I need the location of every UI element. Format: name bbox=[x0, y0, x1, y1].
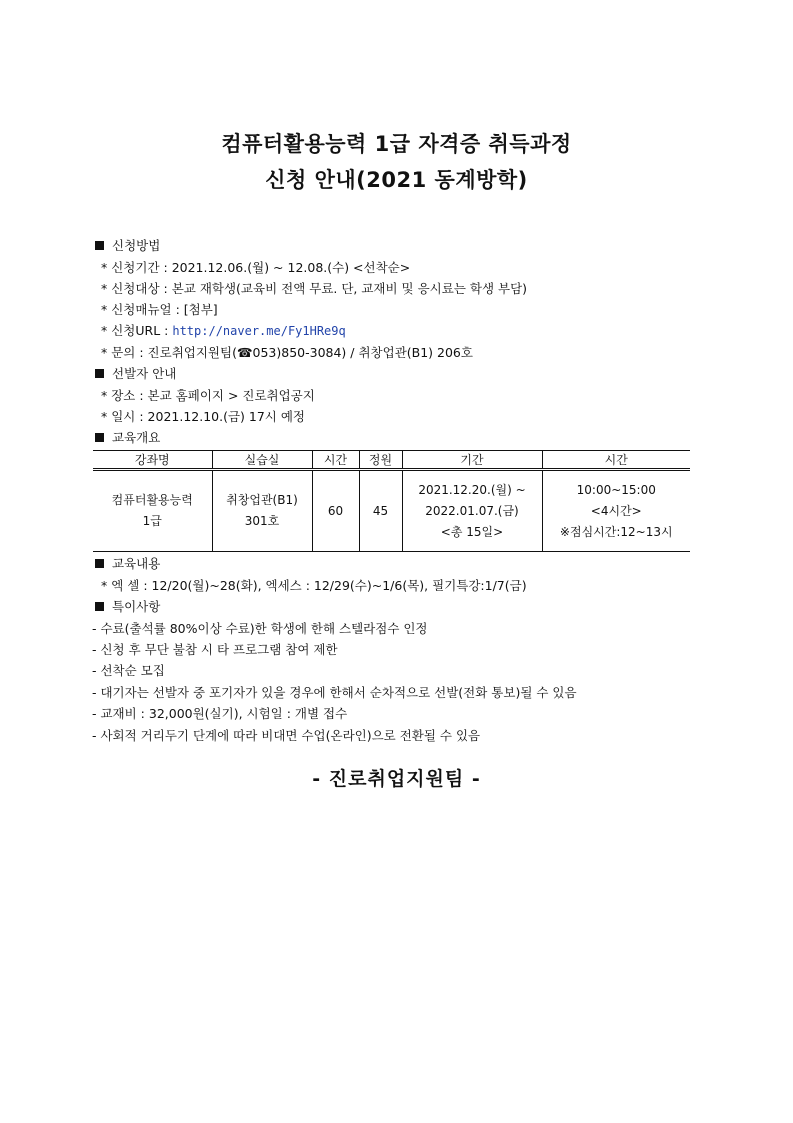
course-name-cell: 컴퓨터활용능력 1급 bbox=[93, 470, 212, 552]
section-heading-application: 신청방법 bbox=[95, 238, 160, 254]
capacity-cell: 45 bbox=[359, 470, 402, 552]
column-header: 기간 bbox=[402, 451, 542, 470]
period-cell: 2021.12.20.(월) ~ 2022.01.07.(금) <총 15일> bbox=[402, 470, 542, 552]
content-schedule: * 엑 셀 : 12/20(월)~28(화), 엑세스 : 12/29(수)~1/6(목), 필기특강:1/7(금) bbox=[101, 578, 527, 593]
column-header: 실습실 bbox=[212, 451, 312, 470]
selection-date: * 일시 : 2021.12.10.(금) 17시 예정 bbox=[101, 409, 305, 424]
table-header-row bbox=[93, 451, 690, 470]
column-header: 강좌명 bbox=[93, 451, 212, 470]
room-cell: 취창업관(B1) 301호 bbox=[212, 470, 312, 552]
application-target: * 신청대상 : 본교 재학생(교육비 전액 무료. 단, 교재비 및 응시료는 학생 부담) bbox=[101, 281, 528, 296]
square-bullet-icon bbox=[95, 369, 104, 378]
note-item: - 사회적 거리두기 단계에 따라 비대면 수업(온라인)으로 전환될 수 있음 bbox=[92, 728, 481, 743]
square-bullet-icon bbox=[95, 602, 104, 611]
selection-place: * 장소 : 본교 홈페이지 > 진로취업공지 bbox=[101, 388, 315, 403]
note-item: - 수료(출석률 80%이상 수료)한 학생에 한해 스텔라점수 인정 bbox=[92, 621, 428, 636]
note-item: - 교재비 : 32,000원(실기), 시험일 : 개별 접수 bbox=[92, 706, 348, 721]
application-manual: * 신청매뉴얼 : [첨부] bbox=[101, 302, 218, 317]
note-item: - 신청 후 무단 불참 시 타 프로그램 참여 제한 bbox=[92, 642, 338, 657]
table-row bbox=[93, 470, 690, 552]
hours-cell: 60 bbox=[312, 470, 359, 552]
overview-table bbox=[93, 450, 690, 552]
section-heading-overview: 교육개요 bbox=[95, 430, 160, 446]
square-bullet-icon bbox=[95, 559, 104, 568]
application-period: * 신청기간 : 2021.12.06.(월) ~ 12.08.(수) <선착순> bbox=[101, 260, 411, 275]
square-bullet-icon bbox=[95, 433, 104, 442]
document-subtitle: 신청 안내(2021 동계방학) bbox=[265, 168, 528, 192]
note-item: - 대기자는 선발자 중 포기자가 있을 경우에 한해서 순차적으로 선발(전화 통보)될 수 있음 bbox=[92, 685, 577, 700]
time-cell: 10:00~15:00 <4시간> ※점심시간:12~13시 bbox=[542, 470, 690, 552]
note-item: - 선착순 모집 bbox=[92, 663, 165, 678]
application-link[interactable]: http://naver.me/Fy1HRe9q bbox=[172, 324, 346, 338]
column-header: 시간 bbox=[542, 451, 690, 470]
section-heading-notes: 특이사항 bbox=[95, 599, 160, 615]
section-heading-content: 교육내용 bbox=[95, 556, 160, 572]
footer-signature: - 진로취업지원팀 - bbox=[312, 768, 481, 790]
application-url: * 신청URL : http://naver.me/Fy1HRe9q bbox=[101, 323, 346, 338]
square-bullet-icon bbox=[95, 241, 104, 250]
column-header: 시간 bbox=[312, 451, 359, 470]
section-heading-selection: 선발자 안내 bbox=[95, 366, 176, 382]
document-title: 컴퓨터활용능력 1급 자격증 취득과정 bbox=[221, 132, 572, 156]
contact-info: * 문의 : 진로취업지원팀(☎053)850-3084) / 취창업관(B1) 206호 bbox=[101, 345, 473, 360]
column-header: 정원 bbox=[359, 451, 402, 470]
